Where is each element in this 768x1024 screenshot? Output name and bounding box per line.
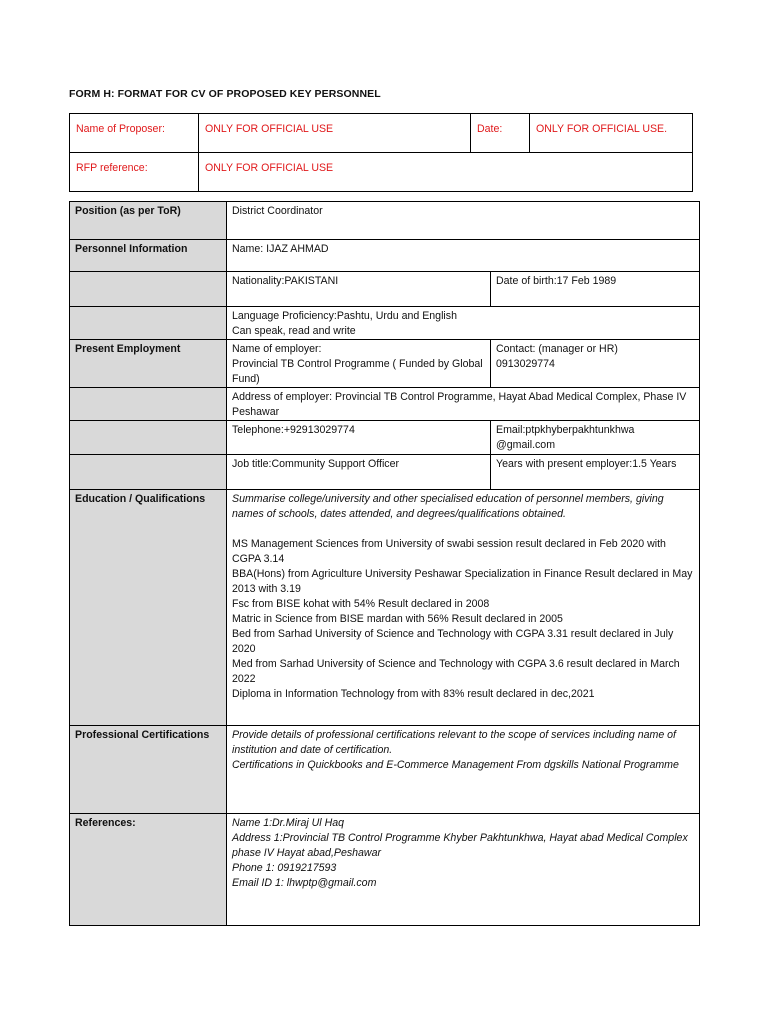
education-row — [70, 490, 700, 726]
label-spacer — [70, 388, 227, 421]
reference-email: Email ID 1: lhwptp@gmail.com — [232, 877, 377, 889]
label-spacer — [70, 272, 227, 307]
rfp-reference-value: ONLY FOR OFFICIAL USE — [199, 153, 693, 192]
proposer-table — [69, 113, 693, 192]
references-row — [70, 814, 700, 926]
language-line: Language Proficiency:Pashtu, Urdu and English — [232, 310, 457, 322]
employer-name: Provincial TB Control Programme ( Funded by Global Fund) — [232, 358, 483, 385]
certifications-value: Certifications in Quickbooks and E-Commerce Management From dgskills National Programme — [232, 759, 679, 771]
name-of-proposer-label: Name of Proposer: — [70, 114, 199, 153]
language-skills-line: Can speak, read and write — [232, 325, 356, 337]
proposer-row — [70, 114, 693, 153]
education-item: Med from Sarhad University of Science and Technology with CGPA 3.6 result declared in March 2022 — [232, 658, 680, 685]
personnel-information-label: Personnel Information — [70, 240, 227, 272]
label-spacer — [70, 455, 227, 490]
employer-address: Address of employer: Provincial TB Control Programme, Hayat Abad Medical Complex, Phase IV Peshawar — [227, 388, 700, 421]
date-label: Date: — [471, 114, 530, 153]
employer — [227, 340, 491, 388]
email: Email:ptpkhyberpakhtunkhwa @gmail.com — [491, 421, 700, 455]
education-item: Matric in Science from BISE mardan with 56% Result declared in 2005 — [232, 613, 563, 625]
address-row — [70, 388, 700, 421]
telephone-row — [70, 421, 700, 455]
language-row — [70, 307, 700, 340]
education-item: Bed from Sarhad University of Science and Technology with CGPA 3.31 result declared in July 2020 — [232, 628, 674, 655]
certifications-content — [227, 726, 700, 814]
job-title: Job title:Community Support Officer — [227, 455, 491, 490]
contact-label: Contact: (manager or HR) — [496, 343, 618, 355]
reference-name: Name 1:Dr.Miraj Ul Haq — [232, 817, 345, 829]
education-instruction: Summarise college/university and other specialised education of personnel members, giving names of schools, dates attended, and degrees/qualifications obtained. — [232, 493, 664, 520]
reference-address: Address 1:Provincial TB Control Programme Khyber Pakhtunkhwa, Hayat abad Medical Complex phase IV Hayat abad,Peshawar — [232, 832, 688, 859]
education-content — [227, 490, 700, 726]
position-row — [70, 202, 700, 240]
position-value: District Coordinator — [227, 202, 700, 240]
cv-table — [69, 201, 700, 926]
name-of-proposer-value: ONLY FOR OFFICIAL USE — [199, 114, 471, 153]
label-spacer — [70, 421, 227, 455]
date-value: ONLY FOR OFFICIAL USE. — [530, 114, 693, 153]
rfp-row — [70, 153, 693, 192]
telephone: Telephone:+92913029774 — [227, 421, 491, 455]
references-label: References: — [70, 814, 227, 926]
language-proficiency — [227, 307, 700, 340]
education-label: Education / Qualifications — [70, 490, 227, 726]
date-of-birth: Date of birth:17 Feb 1989 — [491, 272, 700, 307]
employer-name-label: Name of employer: — [232, 343, 322, 355]
education-item: BBA(Hons) from Agriculture University Peshawar Specialization in Finance Result declared in May 2013 with 3.19 — [232, 568, 693, 595]
form-title: FORM H: FORMAT FOR CV OF PROPOSED KEY PERSONNEL — [69, 88, 381, 100]
rfp-reference-label: RFP reference: — [70, 153, 199, 192]
certifications-row — [70, 726, 700, 814]
years-with-employer: Years with present employer:1.5 Years — [491, 455, 700, 490]
contact — [491, 340, 700, 388]
education-item: Diploma in Information Technology from with 83% result declared in dec,2021 — [232, 688, 595, 700]
certifications-instruction: Provide details of professional certifications relevant to the scope of services including name of institution and date of certification. — [232, 729, 676, 756]
present-employment-label: Present Employment — [70, 340, 227, 388]
references-content — [227, 814, 700, 926]
position-label: Position (as per ToR) — [70, 202, 227, 240]
education-item: MS Management Sciences from University of swabi session result declared in Feb 2020 with CGPA 3.14 — [232, 538, 666, 565]
certifications-label: Professional Certifications — [70, 726, 227, 814]
nationality: Nationality:PAKISTANI — [227, 272, 491, 307]
employer-row — [70, 340, 700, 388]
label-spacer — [70, 307, 227, 340]
education-item: Fsc from BISE kohat with 54% Result declared in 2008 — [232, 598, 490, 610]
reference-phone: Phone 1: 0919217593 — [232, 862, 337, 874]
personnel-name-row — [70, 240, 700, 272]
contact-value: 0913029774 — [496, 358, 555, 370]
nationality-row — [70, 272, 700, 307]
personnel-name: Name: IJAZ AHMAD — [227, 240, 700, 272]
job-row — [70, 455, 700, 490]
